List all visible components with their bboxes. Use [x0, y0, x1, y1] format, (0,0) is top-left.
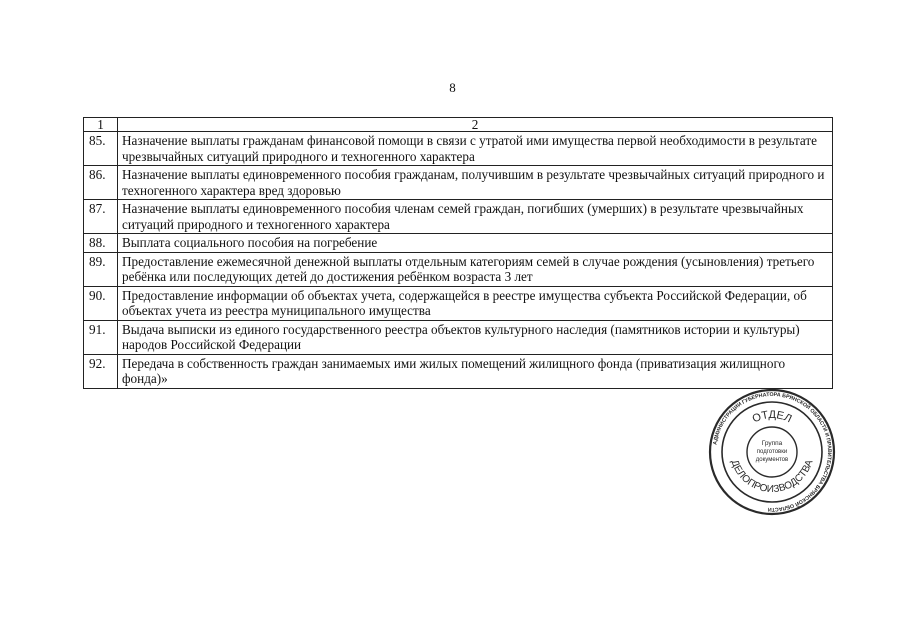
row-number: 92. — [84, 354, 118, 388]
stamp-ring-text: АДМИНИСТРАЦИИ ГУБЕРНАТОРА БРЯНСКОЙ ОБЛАСТИ И ПРАВИТЕЛЬСТВА БРЯНСКОЙ ОБЛАСТИ — [712, 391, 833, 513]
table-row — [84, 252, 833, 286]
table-row — [84, 234, 833, 253]
table-row — [84, 354, 833, 388]
table-row — [84, 200, 833, 234]
stamp-center-line-1: Группа — [761, 440, 783, 447]
stamp-title-bottom: ДЕЛОПРОИЗВОДСТВА — [728, 458, 816, 496]
table-row — [84, 166, 833, 200]
row-number: 88. — [84, 234, 118, 253]
row-number: 86. — [84, 166, 118, 200]
table-row — [84, 286, 833, 320]
table-row — [84, 320, 833, 354]
row-text: Назначение выплаты единовременного пособия гражданам, получившим в результате чрезвычайных ситуаций природного и техногенного характера вред здоровью — [118, 166, 833, 200]
stamp-center-line-2: подготовки — [756, 449, 788, 455]
row-text: Назначение выплаты единовременного пособия членам семей граждан, погибших (умерших) в результате чрезвычайных ситуаций природного и техногенного характера — [118, 200, 833, 234]
department-stamp — [708, 388, 836, 516]
row-text: Назначение выплаты гражданам финансовой помощи в связи с утратой ими имущества первой необходимости в результате чрезвычайных ситуаций природного и техногенного характера — [118, 132, 833, 166]
row-text: Выдача выписки из единого государственного реестра объектов культурного наследия (памятников истории и культуры) народов Российской Федерации — [118, 320, 833, 354]
row-number: 85. — [84, 132, 118, 166]
row-text: Предоставление информации об объектах учета, содержащейся в реестре имущества субъекта Российской Федерации, об объектах учета из реестра муниципального имущества — [118, 286, 833, 320]
row-text: Предоставление ежемесячной денежной выплаты отдельным категориям семей в случае рождения (усыновления) третьего ребёнка или последующих детей до достижения ребёнком возраста 3 лет — [118, 252, 833, 286]
services-table — [83, 117, 833, 389]
table-header-row — [84, 118, 833, 132]
stamp-title-top: ОТДЕЛ — [750, 408, 794, 426]
table-row — [84, 132, 833, 166]
row-number: 87. — [84, 200, 118, 234]
page-number: 8 — [449, 80, 456, 95]
header-cell-number: 1 — [84, 118, 118, 132]
stamp-center-line-3: документов — [755, 457, 789, 463]
row-number: 89. — [84, 252, 118, 286]
row-text: Выплата социального пособия на погребение — [118, 234, 833, 253]
row-number: 91. — [84, 320, 118, 354]
header-cell-description: 2 — [118, 118, 833, 132]
row-number: 90. — [84, 286, 118, 320]
row-text: Передача в собственность граждан занимаемых ими жилых помещений жилищного фонда (приватизация жилищного фонда)» — [118, 354, 833, 388]
